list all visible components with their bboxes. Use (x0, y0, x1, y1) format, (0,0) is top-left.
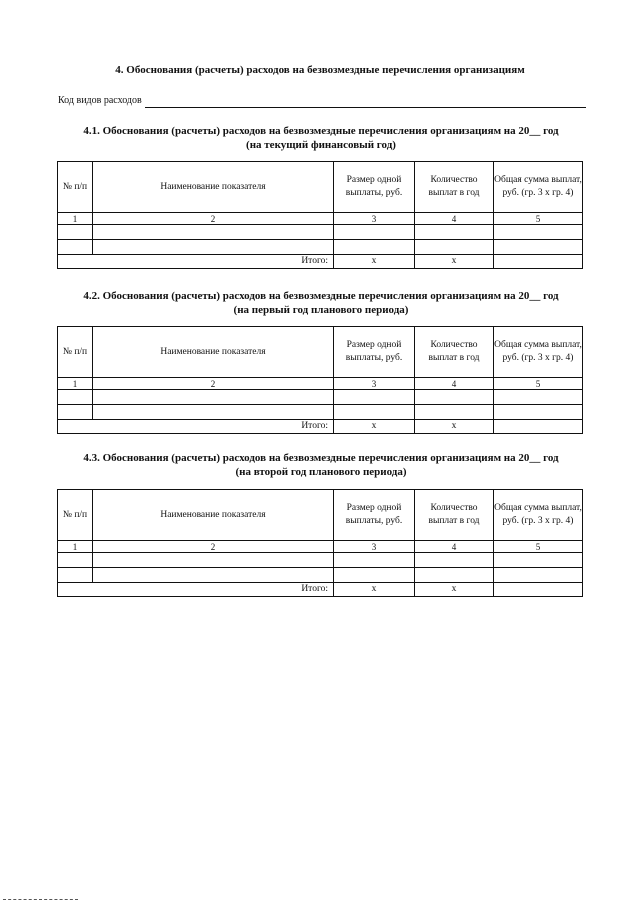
total-count-cell: х (415, 583, 494, 597)
calc-table-4-2 (57, 326, 583, 434)
col-payment-header: Размер одной выплаты, руб. (334, 162, 415, 213)
expense-code-label: Код видов расходов (58, 95, 142, 106)
total-count-cell: х (415, 420, 494, 434)
expense-code-line (58, 94, 586, 108)
table-cell[interactable] (494, 225, 583, 240)
column-number: 5 (494, 378, 583, 390)
column-number: 2 (93, 541, 334, 553)
column-number: 2 (93, 378, 334, 390)
total-payment-cell: х (334, 255, 415, 269)
expense-code-field[interactable] (145, 96, 586, 108)
col-num-header: № п/п (58, 490, 93, 541)
total-count-cell: х (415, 255, 494, 269)
table-row (58, 553, 583, 568)
section-4-3-title (56, 451, 586, 479)
col-name-header: Наименование показателя (93, 327, 334, 378)
table-row (58, 405, 583, 420)
column-number: 5 (494, 213, 583, 225)
table-cell[interactable] (415, 225, 494, 240)
table-cell[interactable] (93, 405, 334, 420)
table-cell[interactable] (93, 390, 334, 405)
column-number-row (58, 541, 583, 553)
section-4-1-title (56, 124, 586, 152)
total-payment-cell: х (334, 583, 415, 597)
table-cell[interactable] (58, 390, 93, 405)
column-number: 2 (93, 213, 334, 225)
table-cell[interactable] (494, 553, 583, 568)
total-row (58, 255, 583, 269)
column-number: 3 (334, 378, 415, 390)
table-cell[interactable] (334, 240, 415, 255)
table-cell[interactable] (58, 553, 93, 568)
col-count-header: Количество выплат в год (415, 490, 494, 541)
col-name-header: Наименование показателя (93, 490, 334, 541)
col-payment-header: Размер одной выплаты, руб. (334, 490, 415, 541)
table-cell[interactable] (415, 553, 494, 568)
section-4-2-title (56, 289, 586, 317)
column-number: 1 (58, 213, 93, 225)
table-cell[interactable] (58, 568, 93, 583)
col-count-header: Количество выплат в год (415, 327, 494, 378)
table-row (58, 225, 583, 240)
table-header-row (58, 327, 583, 378)
table-header-row (58, 490, 583, 541)
column-number: 4 (415, 378, 494, 390)
col-total-header: Общая сумма выплат, руб. (гр. 3 х гр. 4) (494, 490, 583, 541)
table-cell[interactable] (415, 568, 494, 583)
column-number: 5 (494, 541, 583, 553)
total-row (58, 420, 583, 434)
column-number: 1 (58, 378, 93, 390)
table-cell[interactable] (58, 225, 93, 240)
table-cell[interactable] (334, 553, 415, 568)
footer-divider (3, 899, 78, 900)
col-count-header: Количество выплат в год (415, 162, 494, 213)
table-cell[interactable] (93, 568, 334, 583)
table-cell[interactable] (415, 405, 494, 420)
section-title-line1: 4.2. Обоснования (расчеты) расходов на безвозмездные перечисления организациям на 20__ год (83, 290, 559, 302)
table-cell[interactable] (494, 568, 583, 583)
column-number: 1 (58, 541, 93, 553)
total-label: Итого: (58, 255, 334, 269)
table-row (58, 240, 583, 255)
column-number: 4 (415, 213, 494, 225)
col-payment-header: Размер одной выплаты, руб. (334, 327, 415, 378)
section-title-line2: (на текущий финансовый год) (246, 139, 396, 151)
total-row (58, 583, 583, 597)
column-number: 4 (415, 541, 494, 553)
column-number: 3 (334, 541, 415, 553)
table-cell[interactable] (415, 240, 494, 255)
total-payment-cell: х (334, 420, 415, 434)
col-num-header: № п/п (58, 162, 93, 213)
table-cell[interactable] (93, 225, 334, 240)
table-cell[interactable] (93, 240, 334, 255)
table-cell[interactable] (494, 390, 583, 405)
col-total-header: Общая сумма выплат, руб. (гр. 3 х гр. 4) (494, 162, 583, 213)
total-sum-cell[interactable] (494, 420, 583, 434)
total-sum-cell[interactable] (494, 583, 583, 597)
table-row (58, 568, 583, 583)
table-cell[interactable] (415, 390, 494, 405)
section-title-line2: (на второй год планового периода) (235, 466, 407, 478)
document-title: 4. Обоснования (расчеты) расходов на безвозмездные перечисления организациям (115, 64, 525, 76)
table-cell[interactable] (334, 225, 415, 240)
column-number-row (58, 213, 583, 225)
table-cell[interactable] (58, 240, 93, 255)
section-title-line1: 4.3. Обоснования (расчеты) расходов на безвозмездные перечисления организациям на 20__ год (83, 452, 559, 464)
table-cell[interactable] (494, 405, 583, 420)
table-row (58, 390, 583, 405)
col-total-header: Общая сумма выплат, руб. (гр. 3 х гр. 4) (494, 327, 583, 378)
table-cell[interactable] (334, 568, 415, 583)
table-cell[interactable] (334, 390, 415, 405)
table-header-row (58, 162, 583, 213)
col-name-header: Наименование показателя (93, 162, 334, 213)
total-label: Итого: (58, 583, 334, 597)
column-number: 3 (334, 213, 415, 225)
col-num-header: № п/п (58, 327, 93, 378)
calc-table-4-3 (57, 489, 583, 597)
table-cell[interactable] (58, 405, 93, 420)
table-cell[interactable] (93, 553, 334, 568)
column-number-row (58, 378, 583, 390)
table-cell[interactable] (334, 405, 415, 420)
table-cell[interactable] (494, 240, 583, 255)
total-label: Итого: (58, 420, 334, 434)
calc-table-4-1 (57, 161, 583, 269)
section-title-line2: (на первый год планового периода) (233, 304, 409, 316)
section-title-line1: 4.1. Обоснования (расчеты) расходов на безвозмездные перечисления организациям на 20__ год (83, 125, 559, 137)
total-sum-cell[interactable] (494, 255, 583, 269)
